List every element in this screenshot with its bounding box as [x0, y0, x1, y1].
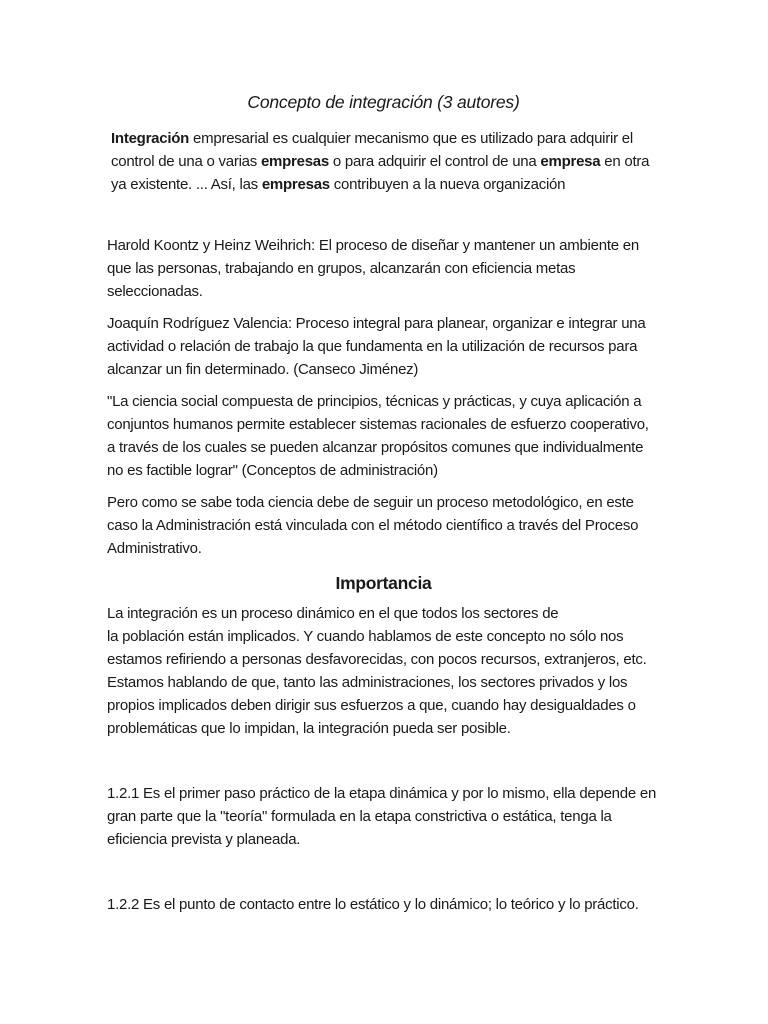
page-title: Concepto de integración (3 autores): [247, 92, 520, 112]
term-integracion: Integración: [111, 130, 190, 147]
spacer: [107, 303, 660, 312]
intro-text-2: o para adquirir el control de una: [329, 153, 541, 170]
intro-text-3: en otra ya existente. ... Así, las: [111, 153, 650, 193]
spacer: [107, 851, 660, 893]
spacer: [107, 196, 660, 234]
paragraph-1-2-1: 1.2.1 Es el primer paso práctico de la etapa dinámica y por lo mismo, ella depende en gran parte que la "teoría" formulada en la etapa constrictiva o estática, tenga la eficiencia prevista y planeada.: [107, 785, 657, 848]
section-heading-importancia: Importancia: [335, 573, 432, 593]
paragraph-pero: Pero como se sabe toda ciencia debe de seguir un proceso metodológico, en este caso la Administración está vinculada con el método científico a través del Proceso Administrativo.: [107, 494, 639, 557]
term-empresa: empresa: [540, 153, 601, 170]
paragraph-importancia-line1: La integración es un proceso dinámico en el que todos los sectores de: [107, 605, 559, 622]
paragraph-rodriguez: Joaquín Rodríguez Valencia: Proceso integral para planear, organizar e integrar una actividad o relación de trabajo la que fundamenta en la utilización de recursos para alcanzar un fin determinado. (Canseco Jiménez): [107, 315, 646, 378]
intro-paragraph: [107, 127, 660, 196]
paragraph-ciencia: "La ciencia social compuesta de principios, técnicas y prácticas, y cuya aplicación a conjuntos humanos permite establecer sistemas racionales de esfuerzo cooperativo, a través de los cuales se pueden alcanzar propósitos comunes que individualmente no es factible lograr" (Conceptos de administración): [107, 393, 649, 479]
paragraph-importancia: la población están implicados. Y cuando hablamos de este concepto no sólo nos estamos refiriendo a personas desfavorecidas, con pocos recursos, extranjeros, etc. Estamos hablando de que, tanto las administraciones, los sectores privados y los propios implicados deben dirigir sus esfuerzos a que, cuando hay desigualdades o problemáticas que lo impidan, la integración pueda ser posible.: [107, 628, 647, 737]
spacer: [107, 740, 660, 782]
term-empresas-2: empresas: [261, 176, 330, 193]
paragraph-koontz: Harold Koontz y Heinz Weihrich: El proceso de diseñar y mantener un ambiente en que las personas, trabajando en grupos, alcanzarán con eficiencia metas seleccionadas.: [107, 237, 639, 300]
paragraph-1-2-2: 1.2.2 Es el punto de contacto entre lo estático y lo dinámico; lo teórico y lo práctico.: [107, 896, 639, 913]
intro-text-1: empresarial es cualquier mecanismo que es utilizado para adquirir el control de una o varias: [111, 130, 633, 170]
spacer: [107, 381, 660, 390]
term-empresas-1: empresas: [260, 153, 329, 170]
intro-text-4: contribuyen a la nueva organización: [329, 176, 566, 193]
spacer: [107, 482, 660, 491]
